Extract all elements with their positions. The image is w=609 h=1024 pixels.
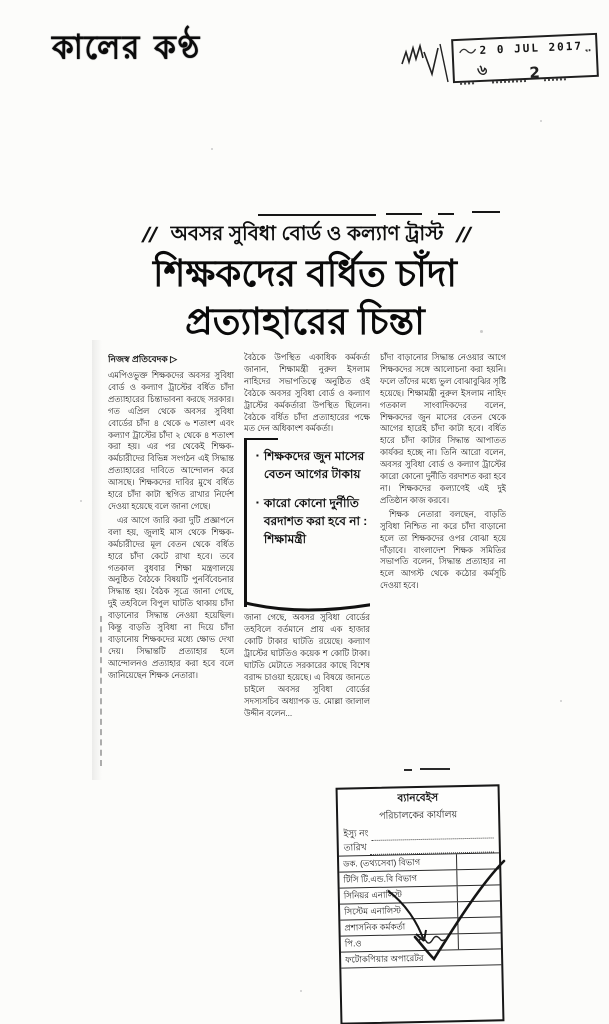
stamp-number-left: ৬: [475, 60, 489, 80]
scan-speck: [211, 148, 213, 150]
kicker-text: অবসর সুবিধা বোর্ড ও কল্যাণ ট্রাস্ট: [170, 223, 444, 245]
body-paragraph: এর আগে জারি করা দুটি প্রজ্ঞাপনে বলা হয়, জুলাই মাস থেকে শিক্ষক-কর্মচারীদের মূল বেতন থেকে বর্ধিত হারে চাঁদা কেটে রাখা হবে। তবে গতকাল বুধবার শিক্ষা মন্ত্রণালয়ে অনুষ্ঠিত বৈঠকে বিষয়টি পুনর্বিবেচনার সিদ্ধান্ত হয়। বৈঠক সূত্রে জানা গেছে, দুই তহবিলে বিপুল ঘাটতি থাকায় চাঁদা বাড়ানোর সিদ্ধান্ত নেওয়া হয়েছিল। কিন্তু বাড়তি সুবিধা না দিয়ে চাঁদা বাড়ানোয় শিক্ষকদের মধ্যে ক্ষোভ দেখা দেয়। সিদ্ধান্তটি প্রত্যাহার হলে আন্দোলনও প্রত্যাহার করা হবে বলে জানিয়েছেন শিক্ষক নেতারা।: [108, 514, 234, 680]
slip-check-cell: [458, 901, 500, 917]
stamp-date: 2 0 JUL 2017: [479, 39, 584, 57]
quote-text: কারো কোনো দুর্নীতি বরদাশত করা হবে না : শিক্ষামন্ত্রী: [263, 496, 368, 547]
slip-row-label: সিনিয়র এনালিস্ট: [340, 886, 458, 903]
hand-slashes-left: //: [139, 223, 161, 247]
quote-box-top-tick: [244, 438, 278, 440]
article-end-rule: [420, 768, 450, 770]
kicker-overline: [258, 214, 376, 216]
stamp-dotted-line: [544, 72, 566, 81]
date-received-stamp: [451, 33, 599, 83]
quote-item: [256, 447, 368, 483]
byline: নিজস্ব প্রতিবেদক ▷: [108, 354, 178, 364]
scan-speck: [80, 500, 82, 502]
stamp-number-right: 2: [529, 63, 541, 82]
slip-signature-area: [341, 965, 502, 1022]
slip-row-label: প্রশাসনিক কর্মকর্তা: [340, 918, 458, 935]
body-paragraph: বৈঠকে উপস্থিত একাধিক কর্মকর্তা জানান, শিক্ষামন্ত্রী নুরুল ইসলাম নাহিদের সভাপতিত্বে অনুষ্ঠিত ওই বৈঠকে অবসর সুবিধা বোর্ড ও কল্যাণ ট্রাস্টের কর্মকর্তারা উপস্থিত ছিলেন। বৈঠকে বর্ধিত চাঁদা প্রত্যাহারের পক্ষে মত দেন অধিকাংশ কর্মকর্তা।: [244, 352, 370, 434]
quote-box-swoosh-underline: [244, 597, 370, 615]
scan-speck: [560, 700, 562, 702]
column-right: [380, 352, 506, 772]
pull-quote-box: [244, 439, 370, 607]
kicker-overline: [438, 213, 454, 215]
stamp-dotted-line: [460, 76, 474, 85]
slip-subtitle: পরিচালকের কার্যালয়: [379, 809, 458, 822]
slip-row-label: পি.ও: [341, 934, 459, 951]
scan-speck: [540, 120, 542, 122]
issue-label: ইস্যু নং: [343, 828, 369, 839]
kicker-row: [108, 219, 506, 252]
date-label: তারিখ: [343, 842, 367, 853]
slip-check-cell: [459, 933, 501, 949]
slip-title: ব্যানবেইস: [397, 791, 439, 805]
slip-check-cell: [458, 917, 500, 933]
square-bullet-icon: ▪: [256, 451, 259, 461]
hand-slashes-right: //: [453, 223, 475, 247]
handwritten-initials-scribble: [396, 30, 456, 88]
kicker-overline: [472, 211, 500, 213]
stamp-dotted-line: [491, 74, 525, 83]
column-left: [108, 352, 234, 772]
quote-text: শিক্ষকদের জুন মাসের বেতন আগের টাকায়: [263, 449, 365, 482]
slip-check-cell: [457, 869, 499, 885]
column-middle: [244, 352, 370, 772]
slip-row-label: টিসি টি.এন্ড.বি বিভাগ: [339, 870, 457, 887]
headline-line2: প্রত্যাহারের চিন্তা: [185, 301, 425, 342]
fold-dash-marks: [100, 616, 102, 766]
slip-row-label: ফটোকপিয়ার অপারেটর: [345, 952, 424, 965]
body-paragraph: এমপিওভুক্ত শিক্ষকদের অবসর সুবিধা বোর্ড ও কল্যাণ ট্রাস্টের বর্ধিত চাঁদা প্রত্যাহারের চিন্তাভাবনা করছে সরকার। গত এপ্রিল থেকে অবসর সুবিধা বোর্ডের চাঁদা ৪ থেকে ৬ শতাংশ এবং কল্যাণ ট্রাস্টের চাঁদা ২ থেকে ৪ শতাংশ করা হয়। এর পর থেকেই শিক্ষক-কর্মচারীদের বিভিন্ন সংগঠন এই সিদ্ধান্ত প্রত্যাহারের দাবিতে আন্দোলন করে আসছে। শিক্ষকদের দাবির মুখে বর্ধিত হারে চাঁদা কাটা স্থগিত রাখার নির্দেশ দেওয়া হয়েছে বলে জানা গেছে।: [108, 370, 234, 511]
stamp-dotted-line: [586, 41, 591, 51]
quote-item: [256, 494, 368, 548]
stamp-scribble: [458, 46, 476, 57]
slip-row: [340, 900, 500, 919]
square-bullet-icon: ▪: [256, 498, 259, 508]
slip-row-label: ডক. (তথ্যসেবা) বিভাগ: [339, 854, 457, 871]
slip-row: [340, 884, 500, 903]
headline: [98, 250, 512, 346]
body-paragraph: শিক্ষক নেতারা বলছেন, বাড়তি সুবিধা নিশ্চিত না করে চাঁদা বাড়ানো হলে তা শিক্ষকদের ওপর বোঝা হয়ে দাঁড়াবে। বাংলাদেশ শিক্ষক সমিতির সভাপতি বলেন, সিদ্ধান্ত প্রত্যাহার না হলে আগস্ট থেকে কঠোর কর্মসূচি দেওয়া হবে।: [380, 508, 506, 591]
slip-row: [340, 916, 500, 935]
slip-row: [341, 932, 501, 951]
slip-check-cell: [457, 853, 499, 869]
article-body: [108, 352, 506, 772]
archive-routing-slip: [336, 784, 505, 1024]
scan-speck: [300, 990, 302, 992]
body-paragraph: চাঁদা বাড়ানোর সিদ্ধান্ত নেওয়ার আগে শিক্ষকদের সঙ্গে আলোচনা করা হয়নি। ফলে তাঁদের মধ্যে ভুল বোঝাবুঝির সৃষ্টি হয়েছে। শিক্ষামন্ত্রী নুরুল ইসলাম নাহিদ গতকাল সাংবাদিকদের বলেন, শিক্ষকদের জুন মাসের বেতন থেকে আগের হারেই চাঁদা কাটা হবে। বর্ধিত হারে চাঁদা কাটার সিদ্ধান্ত আপাতত কার্যকর হচ্ছে না। তিনি আরো বলেন, অবসর সুবিধা বোর্ড ও কল্যাণ ট্রাস্টের কারো কোনো দুর্নীতি বরদাশত করা হবে না। শিক্ষকদের কল্যাণেই এই দুই প্রতিষ্ঠান কাজ করবে।: [380, 352, 506, 505]
newspaper-logo: কালের কণ্ঠ: [52, 28, 202, 68]
article-end-rule: [404, 769, 412, 771]
slip-check-cell: [458, 885, 500, 901]
slip-row: [339, 868, 499, 887]
slip-row: [339, 852, 499, 871]
slip-row-label: সিস্টেম এনালিস্ট: [340, 902, 458, 919]
body-paragraph: জানা গেছে, অবসর সুবিধা বোর্ডের তহবিলে বর্তমানে প্রায় এক হাজার কোটি টাকার ঘাটতি রয়েছে। কল্যাণ ট্রাস্টের ঘাটতিও কয়েক শ কোটি টাকা। ঘাটতি মেটাতে সরকারের কাছে বিশেষ বরাদ্দ চাওয়া হয়েছে। এ বিষয়ে জানতে চাইলে অবসর সুবিধা বোর্ডের সদস্যসচিব অধ্যাপক ড. মোল্লা জালাল উদ্দীন বলেন...: [244, 612, 370, 718]
headline-line1: শিক্ষকদের বর্ধিত চাঁদা: [152, 253, 458, 294]
kicker-overline: [386, 213, 422, 215]
